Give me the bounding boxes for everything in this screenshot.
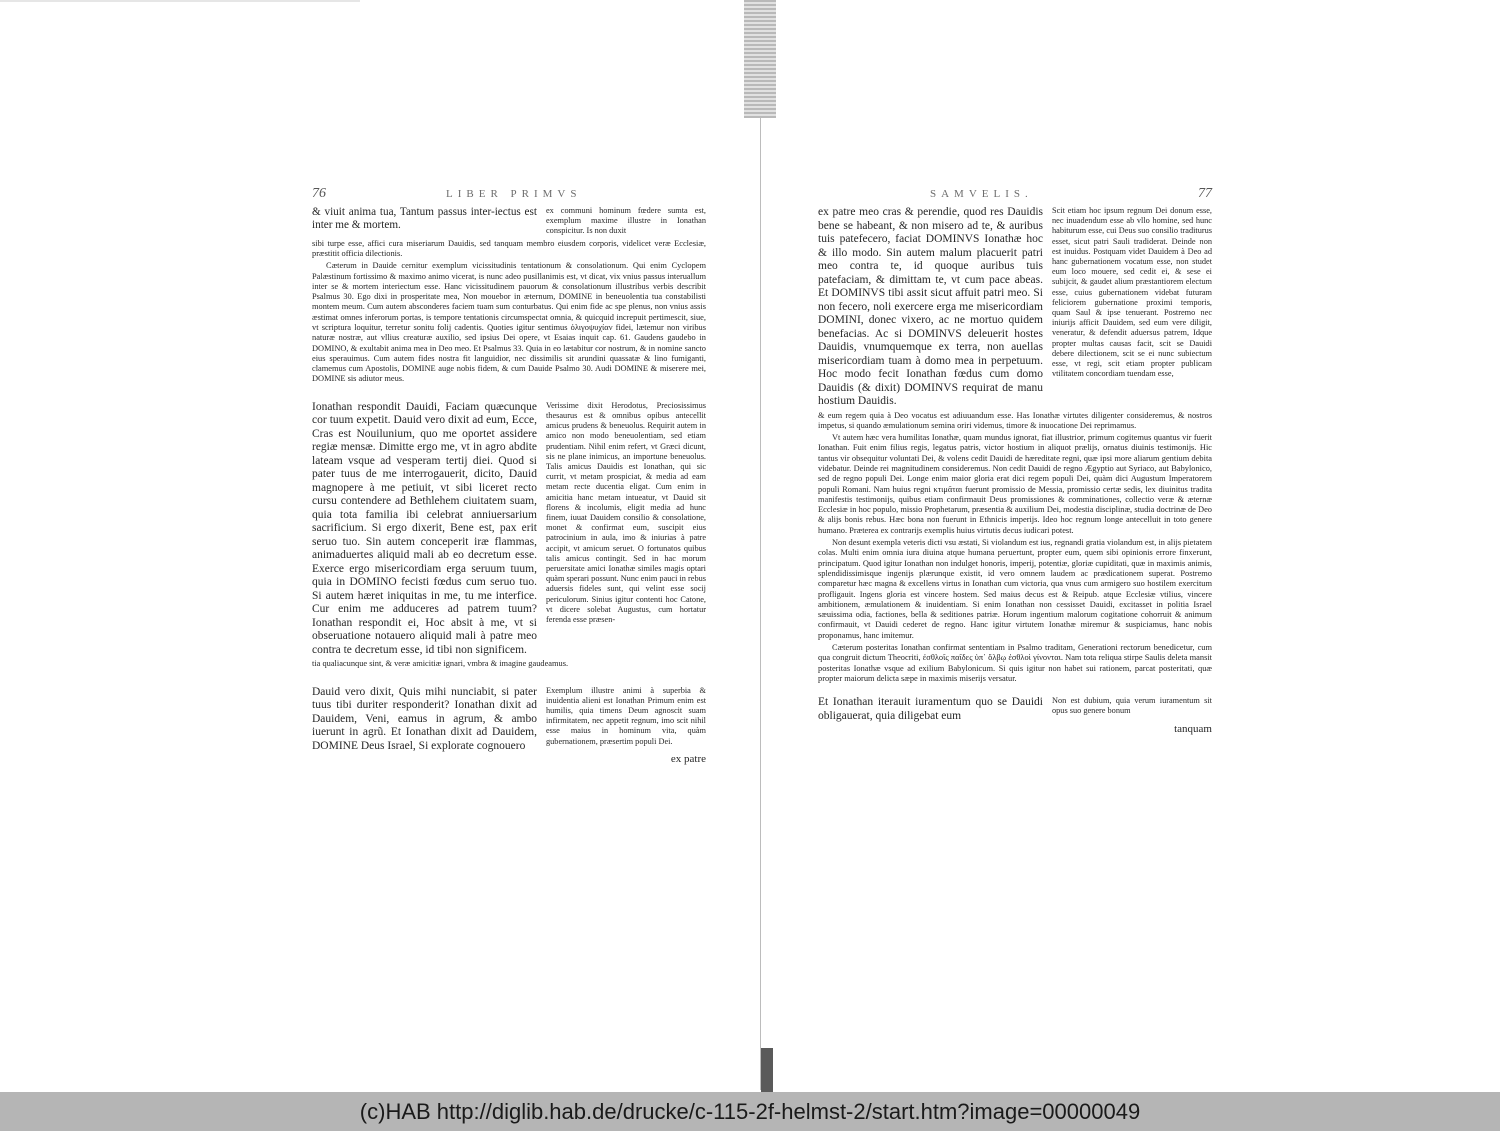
left-header [312, 186, 706, 206]
main-text: ex patre meo cras & perendie, quod res Dauidis bene se habeant, & non misero ad te, & auribus tuis patefecero, faciat DOMINVS Ionathæ hoc & illo modo. Sin autem malum placuerit patri meo contra te, id quoque auribus tuis patefaciam, & dimittam te, vt cum pace abeas. Et DOMINVS tibi assit sicut affuit patri meo. Si non fecero, noli exercere erga me misericordiam DOMINI, donec vixero, ac ne mortuo quidem benefacias. Ac si DOMINVS deleuerit hostes Dauidis, vnumquemque ex terra, non auellas misericordiam tuam à domo mea in perpetuum. Hoc modo fecit Ionathan fœdus cum domo Dauidis (& dixit) DOMINVS requirat de manu hostium Dauidis. [818, 206, 1043, 407]
commentary-paragraph: tia qualiacunque sint, & veræ amicitiæ ignari, vmbra & imagine gaudeamus. [312, 659, 569, 669]
commentary-paragraph: sibi turpe esse, affici cura miseriarum Dauidis, sed tanquam membro eiusdem corporis, videlicet veræ Ecclesiæ, præstitit officia dilectionis. [312, 238, 706, 258]
source-footer: (c)HAB http://diglib.hab.de/drucke/c-115-2f-helmst-2/start.htm?image=00000049 [0, 1092, 1500, 1131]
catchword: ex patre [670, 753, 706, 766]
commentary-text: ex communi hominum fœdere sumta est, exemplum maxime illustre in Ionathan conspicitur. Is non duxit [546, 206, 706, 236]
page-number: 77 [1198, 186, 1212, 201]
text-block [312, 401, 706, 658]
running-head: SAMVELIS. [930, 188, 1033, 200]
text-block [818, 206, 1212, 409]
book-spine [744, 0, 776, 118]
commentary-paragraph: Non desunt exempla veteris dicti vsu æstati, Si violandum est ius, regnandi gratia violandum est, in alijs pietatem colas. Multi enim omnia iura diuina atque humana peruertunt, propter eum, quem sibi opinionis errore finxerunt, principatum. Quod igitur Ionathan non indulget honoris, imperij, potentiæ, gloriæ cupiditati, quæ in maximis animis, splendidissimisque ingenijs plærunque existit, id vero omnem laudem ac prædicationem superat. Postremo comparetur hæc magna & excellens virtus in Ionathan cum victoria, qua vnus cum armigero suo hostilem exercitum profligauit. Ingens gloria est vincere hostem. Sed maius decus est & Reipub. atque Ecclesiæ vtilius, vincere ambitionem, æmulationem & inuidentiam. Si enim Ionathan non cessisset Dauidi, excitasset in politia Israel sæuissima odia, factiones, bella & seditiones patriæ. Horum ingentium malorum cogitatione cohorruit & animum confirmauit, vt Dauidi cederet de regno. Hanc igitur virtutem Ionathæ miremur & suspiciamus, hanc nobis proponamus, hanc imitemur. [818, 538, 1212, 640]
text-block [312, 206, 706, 237]
commentary-text: Exemplum illustre animi à superbia & inuidentia alieni est Ionathan Primum enim est humilis, quia timens Deum agnoscit suam infirmitatem, nec appetit regnum, imo scit nihil esse maius in hominum vita, quàm gubernationem, præsertim populi Dei. [546, 685, 706, 746]
commentary-text: Non est dubium, quia verum iuramentum sit opus suo genere bonum [1052, 696, 1212, 716]
spine-foot [761, 1048, 773, 1092]
commentary-text: Scit etiam hoc ipsum regnum Dei donum esse, nec inuadendum esse ab vllo homine, sed hunc habiturum esse, cui Deus suo consilio traditurus esset, sicut patri Sauli tradiderat. Deinde non est inuidus. Postquam videt Dauidem à Deo ad hanc gubernationem vocatum esse, non studet eum loco mouere, sed cedit ei, & sese ei subijcit, & gaudet alium præstantiorem electum esse, cuius gubernationem videbat futuram feliciorem gubernatione proximi temporis, quam Saul & ipse tenuerant. Postremo nec iniurijs afficit Dauidem, sed eum vere diligit, veneratur, & defendit aduersus patrem, Idque propter multas causas facit, scit se Dauidi debere dilectionem, scit se ei nunc subiectum esse, vt regi, scit etiam propter publicam vtilitatem concordiam tuendam esse, [1052, 206, 1212, 379]
gutter-line [760, 118, 761, 1090]
running-head: LIBER PRIMVS [446, 188, 582, 200]
main-text: & viuit anima tua, Tantum passus inter-iectus est inter me & mortem. [312, 206, 537, 231]
commentary-paragraph: Cæterum posteritas Ionathan confirmat sententiam in Psalmo traditam, Generationi rectorum benedicetur, cum qua congruit dictum Theocriti, ἐσθλοῖς παῖδες ὑπ᾽ ὄλβῳ ἐσθλοὶ γίνονται. Nam tota reliqua stirpe Saulis deleta mansit posteritas Ionathæ vsque ad exilium Babylonicum. Si quis igitur non habet sui rationem, parcat posteritati, quæ propter maiorum delicta sæpe in maximis miserijs versatur. [818, 643, 1212, 683]
scan-edge [0, 0, 360, 2]
commentary-text: Verissime dixit Herodotus, Preciosissimus thesaurus est & omnibus opibus antecellit amicus prudens & beneuolus. Requirit autem in amico non modo beneuolentiam, sed etiam prudentiam. Nihil enim refert, vt Græci dicunt, sis ne plane inimicus, an importune beneuolus. Talis amicus Dauidis est Ionathan, qui sic currit, vt metam prospiciat, & media ad eam metam recte ducentia eligat. Cum enim in amicitia hanc metam intueatur, vt Dauid sit florens & incolumis, eligit media ad hunc finem, iuuat Dauidem consilio & consolatione, monet & confirmat eum, suscipit eius patrocinium in aula, imo & iniurias à patre accipit, vt amicum seruet. O fortunatos quibus talis amicus contingit. Sed in hac morum peruersitate amici Ionathæ similes magis optari quàm sperari possunt. Nunc enim pauci in rebus aduersis fideles sunt, qui velint esse socij periculorum. Sinius igitur contenti hoc Catone, vt dicere solebat Augustus, cum hortatur ferenda esse præsen- [546, 400, 706, 625]
text-block [312, 686, 706, 754]
main-text: Et Ionathan iterauit iuramentum quo se Dauidi obligauerat, quia diligebat eum [818, 696, 1043, 722]
main-text: Ionathan respondit Dauidi, Faciam quæcunque cor tuum expetit. Dauid vero dixit ad eum, Ecce, Cras est Nouilunium, quo me oportet assidere regiæ mensæ. Dimitte ergo me, vt in agro abdite lateam vsque ad vesperam tertij diei. Quod si pater tuus de me interrogauerit, dicito, Dauid magnopere à me petiuit, vt sibi liceret recto cursu contendere ad Bethlehem ciuitatem suam, quia tota familia ibi celebrat anniuersarium sacrificium. Si ergo dixerit, Bene est, pax erit seruo tuo. Sin autem conceperit iræ flammas, animaduertes aliquid mali ab eo decretum esse. Exerce ergo misericordiam erga seruum tuum, quia in DOMINO fecisti fœdus cum seruo tuo. Si autem hæret iniquitas in me, tu me interfice. Cur enim me adduceres ad patrem tuum? Ionathan respondit ei, Hoc absit à me, vt si obseruatione notauero aliquid mali à patre meo contra te decretum esse, id tibi non significem. [312, 400, 537, 656]
page-number: 76 [312, 186, 326, 201]
catchword: tanquam [1174, 723, 1212, 736]
commentary-paragraph: Cæterum in Dauide cernitur exemplum vicissitudinis tentationum & consolationum. Qui enim Cyclopem Palæstinum fortissimo & maximo animo vicerat, is nunc adeo pusillanimis est, vt dicat, vix vnius passus interuallum inter se & mortem interiectum esse. Hanc vicissitudinem pauorum & consolationum illustribus verbis describit Psalmus 30. Ego dixi in prosperitate mea, Non mouebor in æternum, DOMINE in beneuolentia tua constabilisti montem meum. Cum autem absconderes faciem tuam sum conturbatus. Qui enim fide ac spe plenus, non vnius assis æstimat omnes inferorum portas, is tempore tentationis circumspectat omnia, & quicquid increpuit pertimescit, siue, vt scriptura loquitur, terretur sonitu folij cadentis. Quoties igitur sentimus ὀλιγοψυχίαν fidei, lætemur non viribus naturæ nostræ, aut vllius creaturæ auxilio, sed ipsius Dei opere, vt Esaias inquit cap. 61. Gaudens gaudebo in DOMINO, & exultabit anima mea in Deo meo. Et Psalmus 33. Quia in eo lætabitur cor nostrum, & in nomine sancto eius sperauimus. Cum autem fides nostra fit languidior, nec dissimilis sit arundini quassatæ & lino fumiganti, clamemus cum Apostolis, DOMINE auge nobis fidem, & cum Dauide Psalmo 30. Audi DOMINE & miserere mei, DOMINE sis adiutor meus. [312, 261, 706, 384]
right-header [818, 186, 1212, 206]
left-page [312, 186, 706, 765]
commentary-paragraph: Vt autem hæc vera humilitas Ionathæ, quam mundus ignorat, fiat illustrior, primum cogitemus quantus vir fuerit Ionathan. Fuit enim filius regis, legatus patris, victor hostium in aliquot prælijs, ornatus diuinis testimonijs. Hic tantus vir obsequitur voluntati Dei, & volens cedit Dauidi de hæreditate regni, quæ ipsi more aliarum gentium debita videbatur. Deinde rei magnitudinem consideremus. Non cedit Dauidi de regno Ægyptio aut Syriaco, aut Babylonico, sed de regno populi Dei. Longe enim maior gloria erat dici regem populi Dei, quàm dici Augustum Imperatorem populi Romani. Nam huius regni κτιμᾶται fuerunt promissio de Messia, promissio certæ sedis, lex diuinitus tradita manifestis testimonijs, quibus etiam confirmauit Deus promissiones & comminationes, collectio veræ & æternæ Ecclesiæ in hoc populo, missio Prophetarum, præsentia & auxilium Dei, modestia disciplinæ, studia doctrinæ de Deo & alijs bonis rebus. Hæc bona non fuerunt in Ethnicis imperijs. Ideo hoc regnum longe antecelluit in toto genere humano. Præterea ex contrarijs exemplis huius virtutis decus iudicari potest. [818, 433, 1212, 535]
right-page [818, 186, 1212, 735]
commentary-paragraph: & eum regem quia à Deo vocatus est adiuuandum esse. Has Ionathæ virtutes diligenter consideremus, & nostros impetus, si quando æmulationum semina oriri videmus, timore & inuocatione Dei reprimamus. [818, 410, 1212, 430]
main-text: Dauid vero dixit, Quis mihi nunciabit, si pater tuus tibi duriter responderit? Ionathan dixit ad Dauidem, Veni, eamus in agrum, & ambo iuerunt in agrũ. Et Ionathan dixit ad Dauidem, DOMINE Deus Israel, Si explorate cognouero [312, 685, 537, 752]
text-block [818, 696, 1212, 723]
